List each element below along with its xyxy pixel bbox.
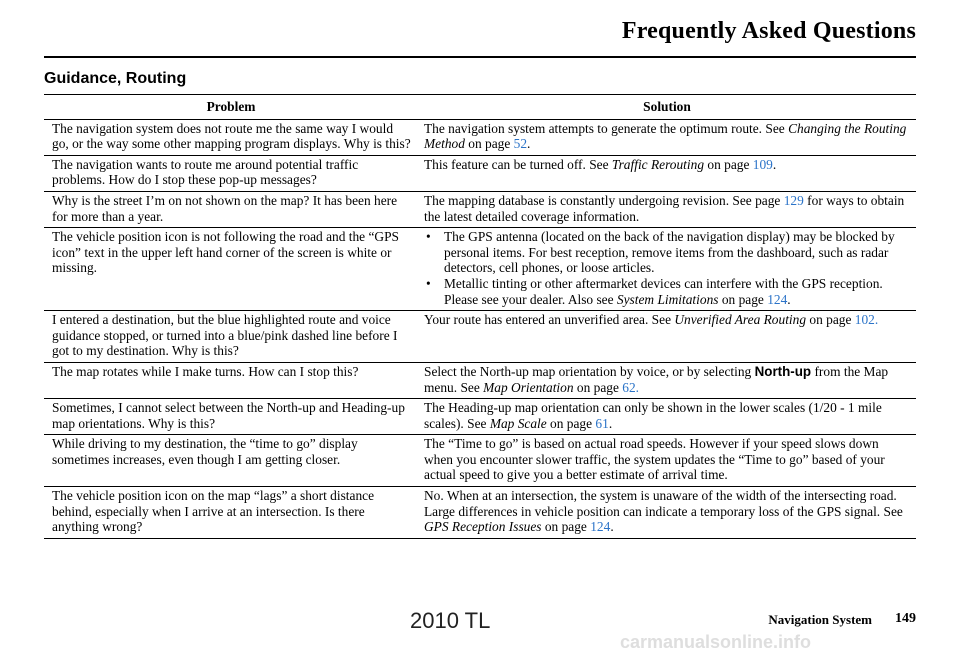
column-header-problem: Problem [44,95,418,120]
solution-text: Metallic tinting or other aftermarket devices can interfere with the GPS reception. Please see your dealer. Also see [444,275,883,307]
table-row [44,311,916,363]
site-watermark: carmanualsonline.info [620,632,812,652]
solution-text: on page [546,415,596,431]
solution-text: This feature can be turned off. See [424,156,612,172]
solution-cell [418,311,916,363]
cross-reference: Traffic Rerouting [611,156,705,172]
solution-text: Select the North-up map orientation by voice, or by selecting [424,363,755,379]
problem-cell: Why is the street I’m on not shown on the map? It has been here for more than a year. [44,191,418,227]
bullet-item [424,229,910,276]
cross-reference: Unverified Area Routing [674,312,807,328]
page-link[interactable]: 109 [752,156,773,172]
solution-cell [418,487,916,539]
solution-text: on page [718,291,768,307]
faq-table [44,94,916,539]
solution-text: The mapping database is constantly undergoing revision. See page [424,192,784,208]
table-row [44,362,916,398]
solution-text: on page [573,379,623,395]
problem-cell: The navigation system does not route me the same way I would go, or the way some other mapping program displays. Why is this? [44,119,418,155]
problem-cell: Sometimes, I cannot select between the North-up and Heading-up map orientations. Why is this? [44,399,418,435]
table-row [44,487,916,539]
table-row [44,119,916,155]
solution-text: The Heading-up map orientation can only be shown in the lower scales (1/20 - 1 mile scales). See [424,400,882,431]
solution-bullet-list [424,229,910,307]
solution-cell [418,119,916,155]
north-up-button-label: North-up [754,363,812,379]
solution-text: Your route has entered an unverified area. See [424,312,675,328]
page-title: Frequently Asked Questions [621,18,916,44]
page-link[interactable]: 124 [590,519,611,535]
table-row [44,435,916,487]
table-row [44,155,916,191]
solution-text: The navigation system attempts to generate the optimum route. See [424,120,789,136]
solution-text: . [608,415,613,431]
problem-cell: The vehicle position icon on the map “lags” a short distance behind, especially when I arrive at an intersection. Is there anything wrong? [44,487,418,539]
solution-text: The “Time to go” is based on actual road speeds. However if your speed slows down when you encounter slower traffic, the system updates the “Time to go” based of your actual speed to give you a better estimate of arrival time. [424,436,885,483]
problem-cell: I entered a destination, but the blue highlighted route and voice guidance stopped, or turned into a blue/pink dashed line before I got to my destination. Why is this? [44,311,418,363]
problem-cell: While driving to my destination, the “time to go” display sometimes increases, even though I am getting closer. [44,435,418,487]
page-link[interactable]: 124 [767,291,788,307]
solution-text: on page [806,312,855,328]
cross-reference: Map Scale [489,415,547,431]
solution-text: on page [704,156,753,172]
solution-text: . [610,519,614,535]
cross-reference: GPS Reception Issues [424,519,542,535]
cross-reference: Map Orientation [483,379,574,395]
page-link[interactable]: 52 [513,136,528,152]
solution-text: for ways to obtain the latest detailed coverage information. [424,192,905,224]
table-row [44,399,916,435]
page-link[interactable]: 129 [783,192,804,208]
page-link[interactable]: 102. [854,312,879,328]
problem-cell: The map rotates while I make turns. How can I stop this? [44,362,418,398]
page-link[interactable]: 62. [622,379,639,395]
table-header-row [44,95,916,120]
solution-cell [418,362,916,398]
footer-section-name: Navigation System [768,612,872,627]
solution-cell [418,435,916,487]
solution-text: . [772,156,777,172]
solution-text: . [787,291,791,307]
table-row [44,228,916,311]
solution-text: on page [541,519,591,535]
solution-cell [418,228,916,311]
cross-reference: Changing the Routing Method [424,120,907,152]
bullet-item [424,276,910,307]
solution-cell [418,399,916,435]
solution-text: The GPS antenna (located on the back of the navigation display) may be blocked by personal items. For best reception, remove items from the dashboard, such as radar detectors, cell phones, or loose articles. [444,229,895,276]
section-heading: Guidance, Routing [44,70,187,87]
solution-cell [418,191,916,227]
solution-text: . [527,136,531,152]
solution-text: No. When at an intersection, the system is unaware of the width of the intersecting road. Large differences in vehicle position can indicate a temporary loss of the GPS signal. See [424,488,903,519]
problem-cell: The navigation wants to route me around potential traffic problems. How do I stop these pop-up messages? [44,155,418,191]
title-rule [44,56,916,58]
problem-cell: The vehicle position icon is not following the road and the “GPS icon” text in the upper left hand corner of the screen is white or missing. [44,228,418,311]
page-link[interactable]: 61 [595,415,609,431]
solution-text: from the Map menu. See [424,363,889,395]
cross-reference: System Limitations [616,291,719,307]
column-header-solution: Solution [418,95,916,120]
solution-cell [418,155,916,191]
model-watermark: 2010 TL [410,608,491,633]
footer-page-number: 149 [895,611,916,626]
table-row [44,191,916,227]
solution-text: on page [464,136,514,152]
